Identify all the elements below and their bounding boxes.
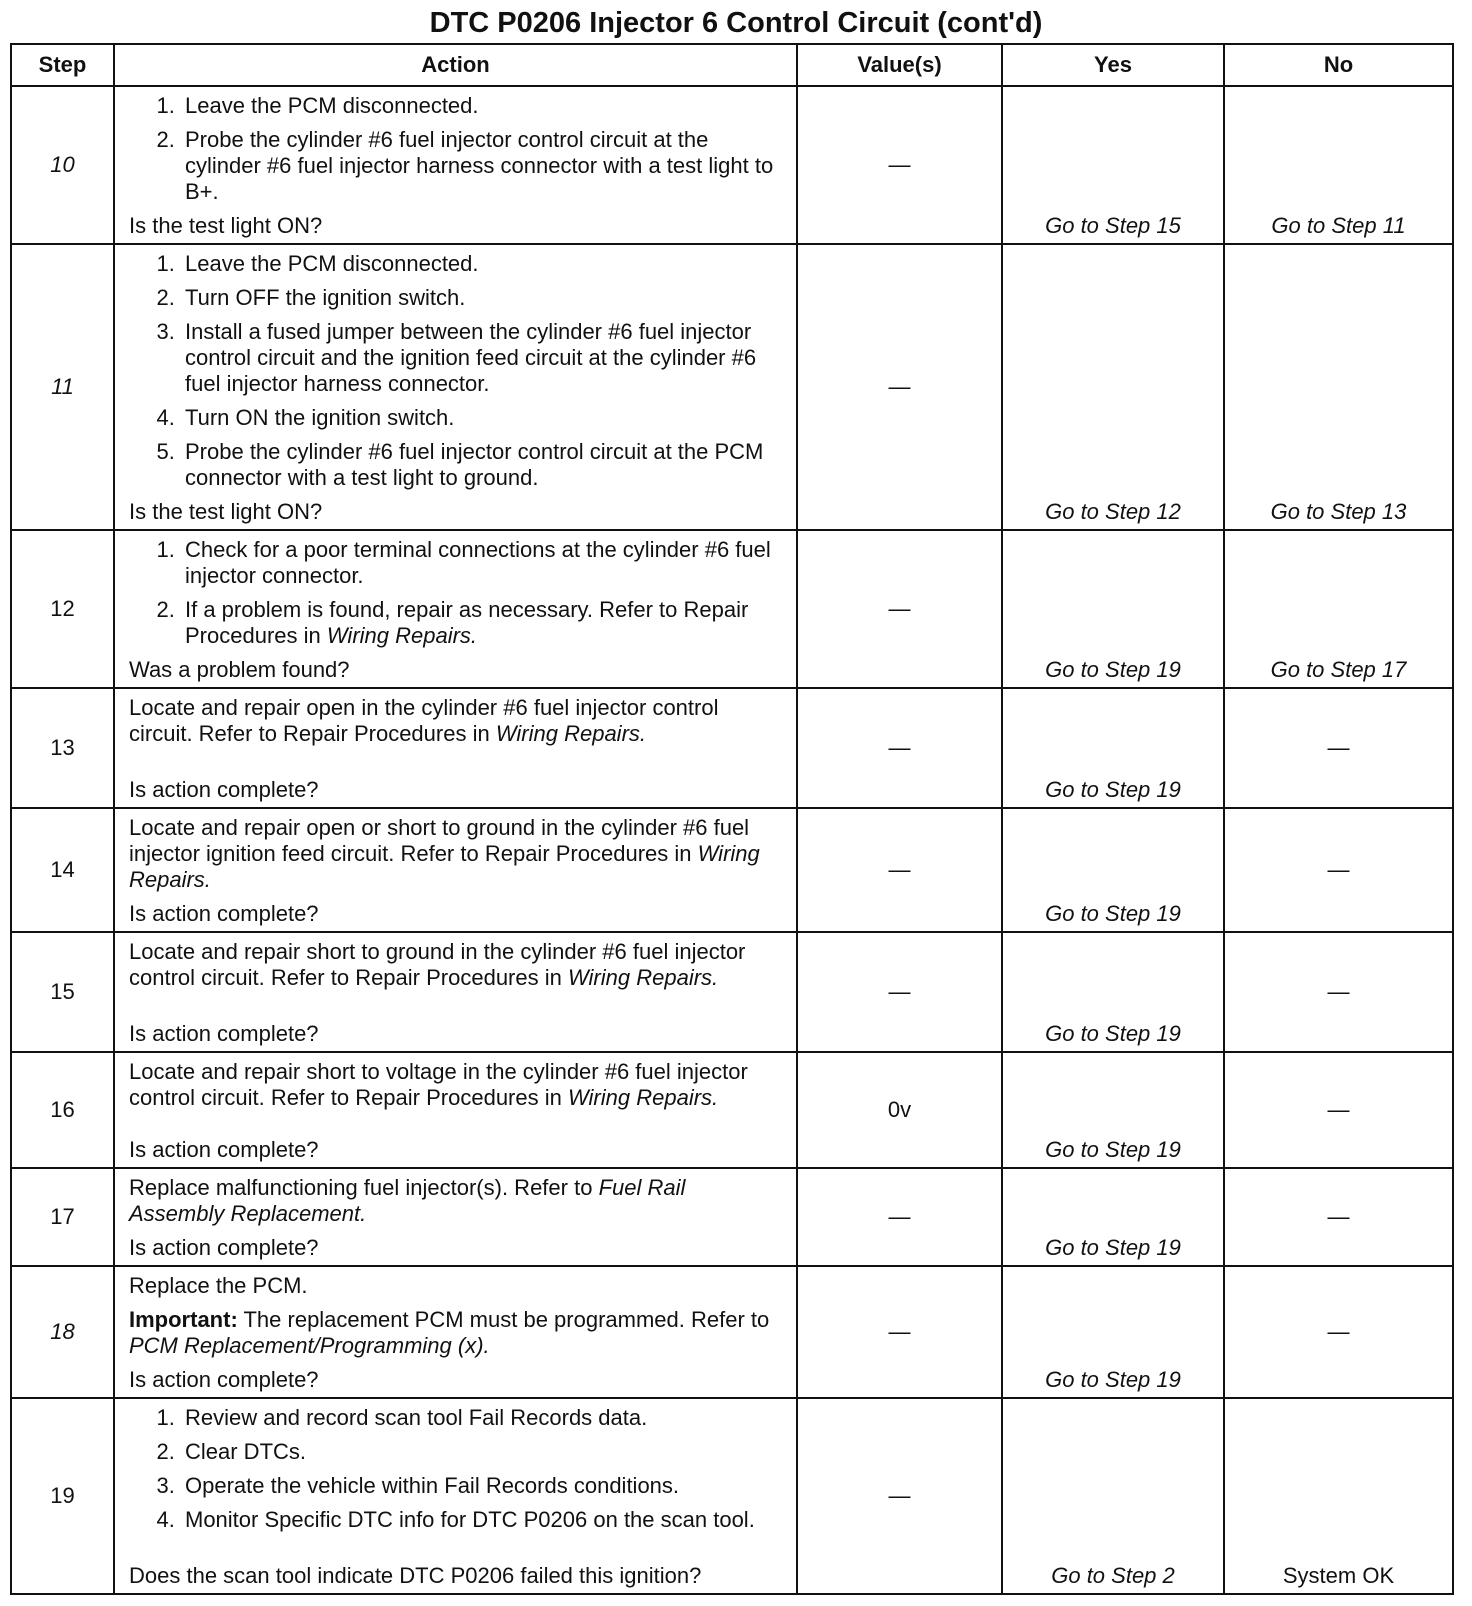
step-number: 15	[11, 932, 114, 1052]
action-text: Locate and repair short to voltage in the cylinder #6 fuel injector control circuit. Refer to Repair Procedures in Wiring Repairs.	[129, 1059, 748, 1110]
table-row	[11, 1266, 1453, 1398]
no-cell: Go to Step 11	[1224, 86, 1453, 244]
value-cell: —	[797, 808, 1002, 932]
action-question: Is action complete?	[129, 901, 319, 926]
action-cell	[114, 244, 797, 530]
action-question: Is action complete?	[129, 1235, 319, 1260]
step-number: 19	[11, 1398, 114, 1594]
header-no: No	[1224, 44, 1453, 86]
action-cell	[114, 932, 797, 1052]
no-cell: —	[1224, 1266, 1453, 1398]
table-row	[11, 1052, 1453, 1168]
action-step: 5. Probe the cylinder #6 fuel injector control circuit at the PCM connector with a test light to ground.	[181, 439, 786, 491]
important-label: Important:	[129, 1307, 238, 1332]
action-step: 2. Probe the cylinder #6 fuel injector control circuit at the cylinder #6 fuel injector harness connector with a test light to B+.	[181, 127, 786, 205]
action-text: Locate and repair open in the cylinder #6 fuel injector control circuit. Refer to Repair Procedures in Wiring Repairs.	[129, 695, 719, 746]
yes-cell: Go to Step 19	[1002, 688, 1224, 808]
action-cell	[114, 530, 797, 688]
action-steps	[129, 1405, 786, 1541]
yes-cell: Go to Step 2	[1002, 1398, 1224, 1594]
action-step: 4. Turn ON the ignition switch.	[181, 405, 786, 431]
action-question: Is the test light ON?	[129, 213, 323, 238]
header-value: Value(s)	[797, 44, 1002, 86]
header-yes: Yes	[1002, 44, 1224, 86]
value-cell: —	[797, 1398, 1002, 1594]
table-row	[11, 808, 1453, 932]
no-cell: Go to Step 17	[1224, 530, 1453, 688]
no-cell: Go to Step 13	[1224, 244, 1453, 530]
action-step: 4. Monitor Specific DTC info for DTC P0206 on the scan tool.	[181, 1507, 786, 1533]
action-step: 1. Check for a poor terminal connections at the cylinder #6 fuel injector connector.	[181, 537, 786, 589]
table-row	[11, 932, 1453, 1052]
no-cell: —	[1224, 688, 1453, 808]
yes-cell: Go to Step 19	[1002, 932, 1224, 1052]
reference-link: Wiring Repairs.	[567, 965, 719, 990]
action-step: 1. Leave the PCM disconnected.	[181, 251, 786, 277]
no-cell: —	[1224, 808, 1453, 932]
action-cell	[114, 86, 797, 244]
action-cell	[114, 808, 797, 932]
action-steps	[129, 537, 786, 657]
action-cell	[114, 1266, 797, 1398]
value-cell: —	[797, 1168, 1002, 1266]
table-header-row	[11, 44, 1453, 86]
action-step: 1. Leave the PCM disconnected.	[181, 93, 786, 119]
value-cell: —	[797, 530, 1002, 688]
action-cell	[114, 688, 797, 808]
yes-cell: Go to Step 15	[1002, 86, 1224, 244]
action-cell	[114, 1052, 797, 1168]
step-number: 18	[11, 1266, 114, 1398]
yes-cell: Go to Step 12	[1002, 244, 1224, 530]
action-question: Is action complete?	[129, 777, 319, 802]
value-cell: —	[797, 932, 1002, 1052]
table-row	[11, 1168, 1453, 1266]
action-cell	[114, 1398, 797, 1594]
value-cell: 0v	[797, 1052, 1002, 1168]
yes-cell: Go to Step 19	[1002, 530, 1224, 688]
no-cell: —	[1224, 932, 1453, 1052]
reference-link: Wiring Repairs.	[326, 623, 478, 648]
action-step: 2. Turn OFF the ignition switch.	[181, 285, 786, 311]
table-row	[11, 244, 1453, 530]
reference-link: Wiring Repairs.	[495, 721, 647, 746]
action-text: Locate and repair short to ground in the cylinder #6 fuel injector control circuit. Refer to Repair Procedures in Wiring Repairs.	[129, 939, 746, 990]
step-number: 11	[11, 244, 114, 530]
step-number: 16	[11, 1052, 114, 1168]
step-number: 13	[11, 688, 114, 808]
no-cell: —	[1224, 1168, 1453, 1266]
important-note: Important: The replacement PCM must be programmed. Refer to PCM Replacement/Programming (x).	[129, 1307, 770, 1358]
step-number: 12	[11, 530, 114, 688]
action-text: Replace the PCM.	[129, 1273, 308, 1298]
action-question: Is action complete?	[129, 1137, 319, 1162]
table-row	[11, 86, 1453, 244]
yes-cell: Go to Step 19	[1002, 808, 1224, 932]
table-row	[11, 1398, 1453, 1594]
action-cell	[114, 1168, 797, 1266]
action-step: 1. Review and record scan tool Fail Records data.	[181, 1405, 786, 1431]
value-cell: —	[797, 86, 1002, 244]
step-number: 17	[11, 1168, 114, 1266]
action-step-text: If a problem is found, repair as necessary. Refer to Repair Procedures in	[185, 597, 749, 648]
value-cell: —	[797, 1266, 1002, 1398]
action-question: Is action complete?	[129, 1021, 319, 1046]
yes-cell: Go to Step 19	[1002, 1052, 1224, 1168]
step-number: 14	[11, 808, 114, 932]
action-text: Replace malfunctioning fuel injector(s). Refer to Fuel Rail Assembly Replacement.	[129, 1175, 686, 1226]
action-question: Is action complete?	[129, 1367, 319, 1392]
action-step: 3. Operate the vehicle within Fail Records conditions.	[181, 1473, 786, 1499]
action-text: Locate and repair open or short to ground in the cylinder #6 fuel injector ignition feed circuit. Refer to Repair Procedures in Wiring Repairs.	[129, 815, 760, 892]
header-action: Action	[114, 44, 797, 86]
reference-link: Wiring Repairs.	[129, 841, 760, 892]
action-step: 3. Install a fused jumper between the cylinder #6 fuel injector control circuit and the ignition feed circuit at the cylinder #6 fuel injector harness connector.	[181, 319, 786, 397]
action-question: Was a problem found?	[129, 657, 350, 682]
yes-cell: Go to Step 19	[1002, 1266, 1224, 1398]
reference-link: Wiring Repairs.	[567, 1085, 719, 1110]
diagnostic-table	[10, 43, 1454, 1595]
table-row	[11, 530, 1453, 688]
reference-link: Fuel Rail Assembly Replacement.	[129, 1175, 686, 1226]
header-step: Step	[11, 44, 114, 86]
table-row	[11, 688, 1453, 808]
action-step: 2. Clear DTCs.	[181, 1439, 786, 1465]
value-cell: —	[797, 688, 1002, 808]
action-steps	[129, 251, 786, 499]
action-question: Is the test light ON?	[129, 499, 323, 524]
value-cell: —	[797, 244, 1002, 530]
yes-cell: Go to Step 19	[1002, 1168, 1224, 1266]
page-title: DTC P0206 Injector 6 Control Circuit (cont'd)	[429, 7, 1043, 39]
no-cell: —	[1224, 1052, 1453, 1168]
action-step	[181, 597, 786, 649]
action-question: Does the scan tool indicate DTC P0206 failed this ignition?	[129, 1563, 702, 1588]
action-steps	[129, 93, 786, 213]
reference-link: PCM Replacement/Programming (x).	[129, 1333, 490, 1358]
step-number: 10	[11, 86, 114, 244]
no-cell: System OK	[1224, 1398, 1453, 1594]
